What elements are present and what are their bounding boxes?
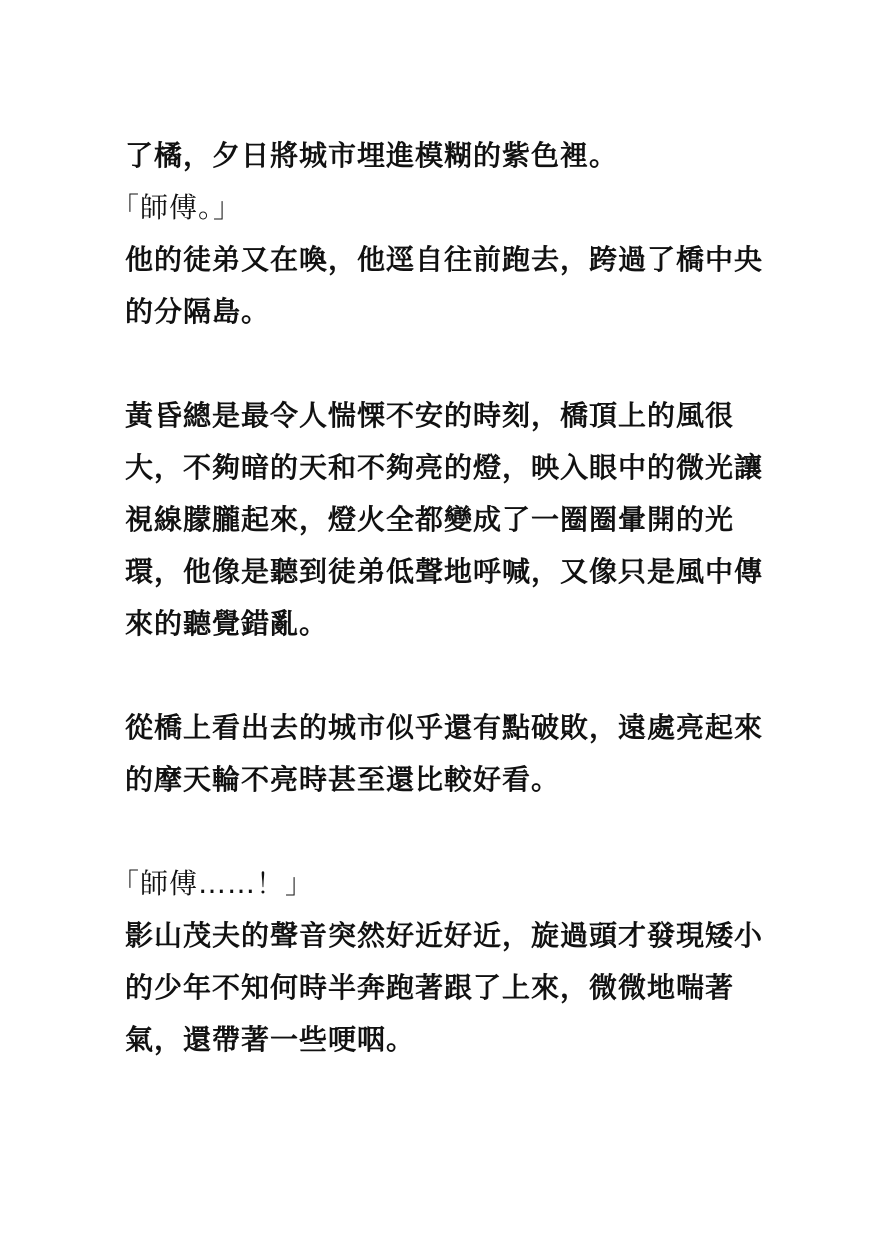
paragraph: [125, 910, 765, 1066]
paragraph: [125, 702, 765, 806]
text-line: 他的徒弟又在喚，他逕自往前跑去，跨過了橋中央: [125, 243, 764, 276]
dialogue-paragraph: [111, 858, 765, 910]
text-line: 氣，還帶著一些哽咽。: [125, 1023, 416, 1056]
text-line: 的少年不知何時半奔跑著跟了上來，微微地喘著: [125, 971, 735, 1004]
paragraph-gap: [125, 338, 765, 390]
dialogue-paragraph: [111, 182, 765, 234]
text-line: 黃昏總是最令人惴慄不安的時刻，橋頂上的風很: [125, 399, 735, 432]
paragraph: [125, 130, 765, 182]
text-line: 來的聽覺錯亂。: [125, 607, 329, 640]
text-line: 視線朦朧起來，燈火全都變成了一圈圈暈開的光: [125, 503, 735, 536]
text-line: 的摩天輪不亮時甚至還比較好看。: [125, 763, 561, 796]
paragraph-gap: [125, 650, 765, 702]
text-line: 影山茂夫的聲音突然好近好近，旋過頭才發現矮小: [125, 919, 764, 952]
text-line: 的分隔島。: [125, 295, 271, 328]
paragraph-gap: [125, 806, 765, 858]
dialogue-line: 「師傅。」: [111, 191, 243, 224]
text-line: 了橘，夕日將城市埋進模糊的紫色裡。: [125, 139, 619, 172]
text-line: 環，他像是聽到徒弟低聲地呼喊，又像只是風中傳: [125, 555, 764, 588]
text-line: 大，不夠暗的天和不夠亮的燈，映入眼中的微光讓: [125, 451, 764, 484]
paragraph: [125, 390, 765, 650]
paragraph: [125, 234, 765, 338]
text-line: 從橋上看出去的城市似乎還有點破敗，遠處亮起來: [125, 711, 764, 744]
dialogue-line: 「師傅……！」: [111, 867, 315, 900]
story-text: [111, 130, 765, 1066]
